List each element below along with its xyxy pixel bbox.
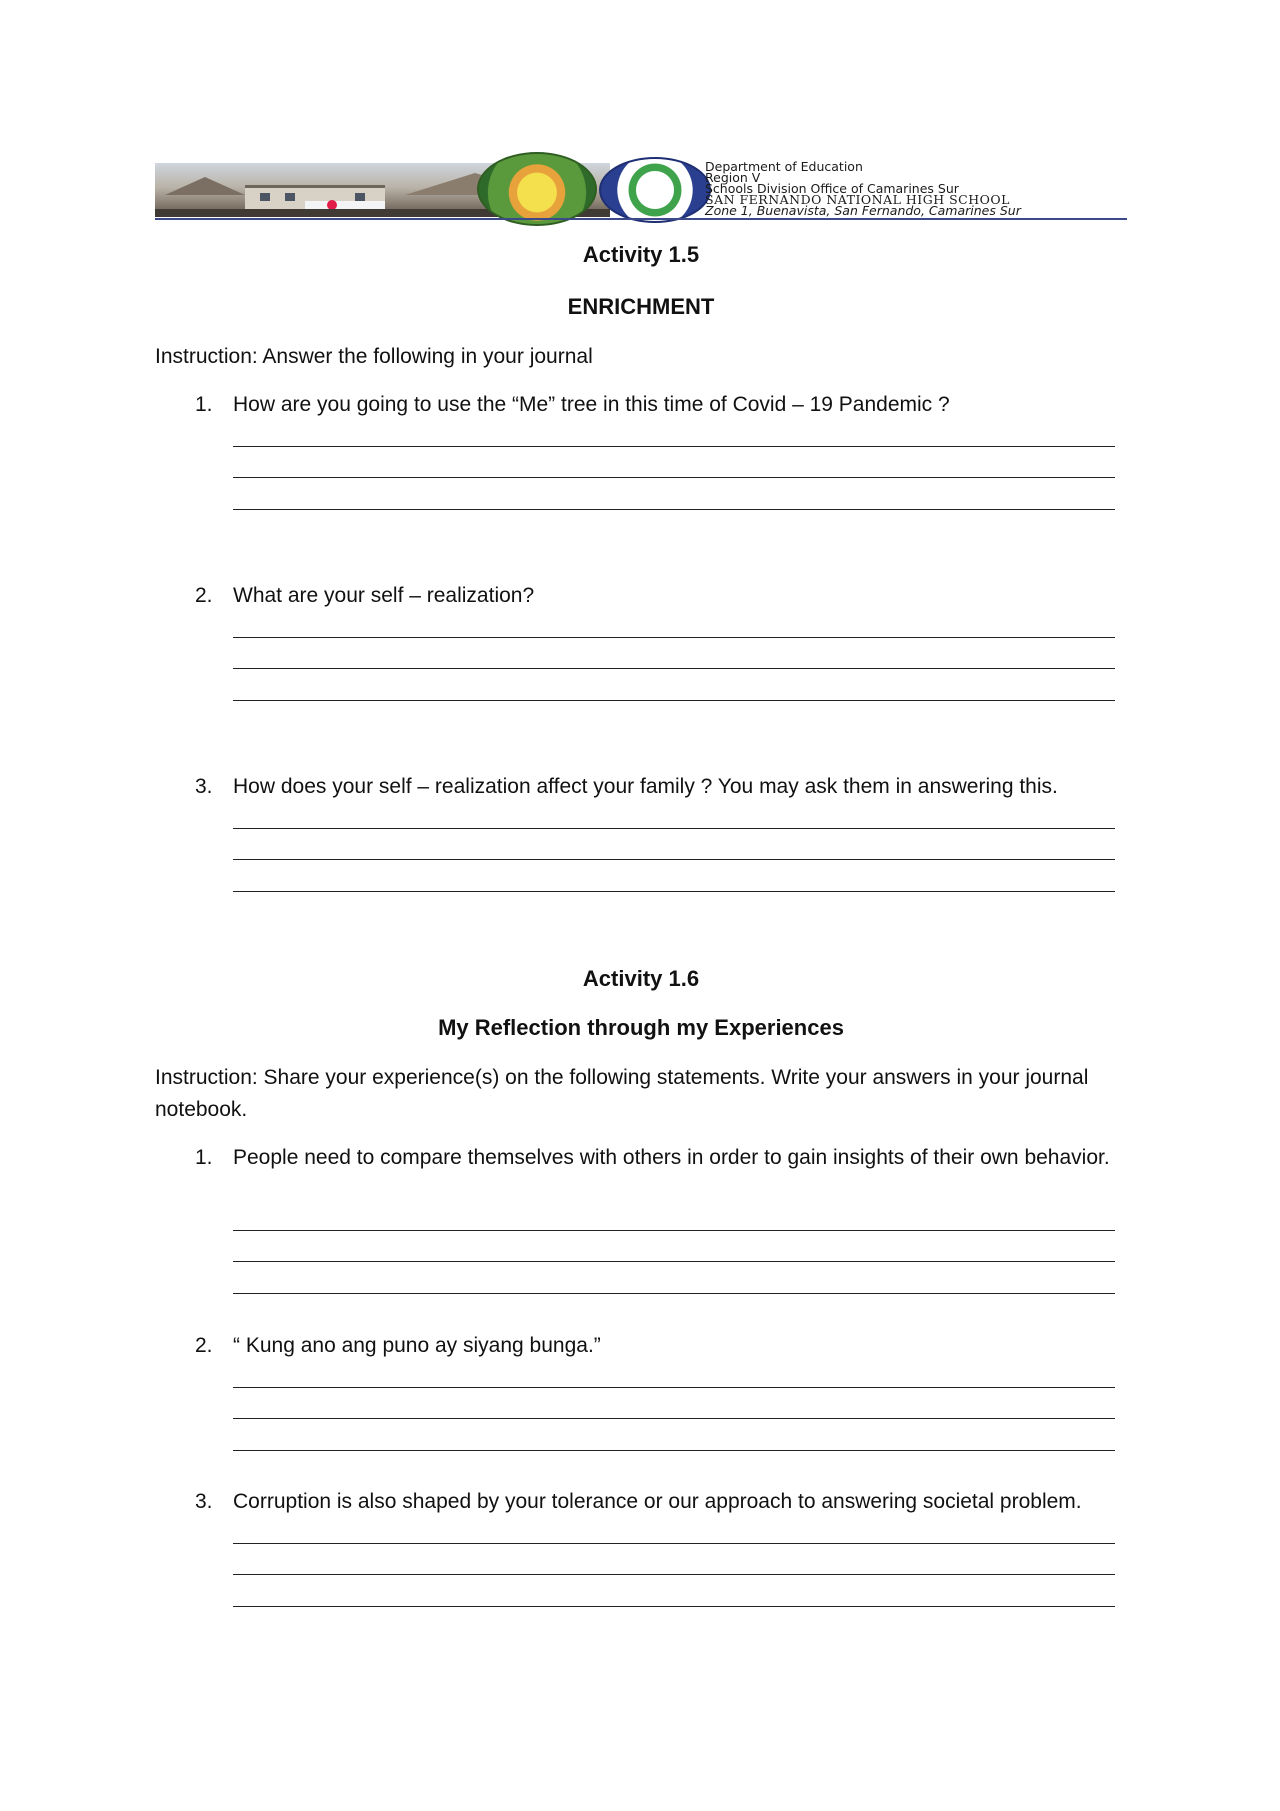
school-seal-logo	[599, 157, 711, 223]
activity-15-title: Activity 1.5	[582, 242, 700, 267]
letterhead-school-name: SAN FERNANDO NATIONAL HIGH SCHOOL	[705, 192, 1010, 207]
a16-q3-text: Corruption is also shaped by your tolerance or our approach to answering societal problem.	[233, 1490, 1082, 1513]
answer-line[interactable]	[233, 859, 1115, 860]
answer-line[interactable]	[233, 1606, 1115, 1607]
letterhead-divider	[155, 218, 1127, 220]
answer-line[interactable]	[233, 1293, 1115, 1294]
a15-q2-number: 2.	[195, 584, 213, 607]
a16-q1-number: 1.	[195, 1146, 213, 1169]
activity-16-subtitle: My Reflection through my Experiences	[438, 1015, 844, 1040]
answer-line[interactable]	[233, 828, 1115, 829]
a16-q1-text: People need to compare themselves with others in order to gain insights of their own behavior.	[233, 1146, 1110, 1169]
a15-q3-number: 3.	[195, 775, 213, 798]
letterhead-division: Schools Division Office of Camarines Sur	[705, 181, 959, 196]
answer-line[interactable]	[233, 700, 1115, 701]
activity-16-instruction: Instruction: Share your experience(s) on the following statements. Write your answers in your journal notebook.	[155, 1066, 1089, 1121]
letterhead-department: Department of Education	[705, 159, 863, 174]
answer-line[interactable]	[233, 1543, 1115, 1544]
answer-line[interactable]	[233, 1574, 1115, 1575]
answer-line[interactable]	[233, 509, 1115, 510]
letterhead-text	[705, 161, 1127, 216]
answer-line[interactable]	[233, 637, 1115, 638]
a16-q2-number: 2.	[195, 1334, 213, 1357]
division-seal-logo	[477, 152, 597, 226]
a16-q3-number: 3.	[195, 1490, 213, 1513]
a16-q2-text: “ Kung ano ang puno ay siyang bunga.”	[233, 1334, 601, 1357]
answer-line[interactable]	[233, 477, 1115, 478]
activity-15-instruction: Instruction: Answer the following in your journal	[155, 345, 593, 368]
answer-line[interactable]	[233, 891, 1115, 892]
answer-line[interactable]	[233, 446, 1115, 447]
a15-q1-number: 1.	[195, 393, 213, 416]
answer-line[interactable]	[233, 668, 1115, 669]
a15-q3-text: How does your self – realization affect your family ? You may ask them in answering this.	[233, 775, 1058, 798]
a15-q2-text: What are your self – realization?	[233, 584, 535, 607]
answer-line[interactable]	[233, 1387, 1115, 1388]
activity-16-title: Activity 1.6	[582, 966, 700, 991]
answer-line[interactable]	[233, 1450, 1115, 1451]
a15-q1-text: How are you going to use the “Me” tree in this time of Covid – 19 Pandemic ?	[233, 393, 950, 416]
letterhead-address: Zone 1, Buenavista, San Fernando, Camarines Sur	[705, 203, 1021, 218]
answer-line[interactable]	[233, 1261, 1115, 1262]
answer-line[interactable]	[233, 1418, 1115, 1419]
letterhead	[155, 155, 1127, 223]
activity-15-subtitle: ENRICHMENT	[567, 294, 715, 319]
letterhead-region: Region V	[705, 170, 761, 185]
answer-line[interactable]	[233, 1230, 1115, 1231]
